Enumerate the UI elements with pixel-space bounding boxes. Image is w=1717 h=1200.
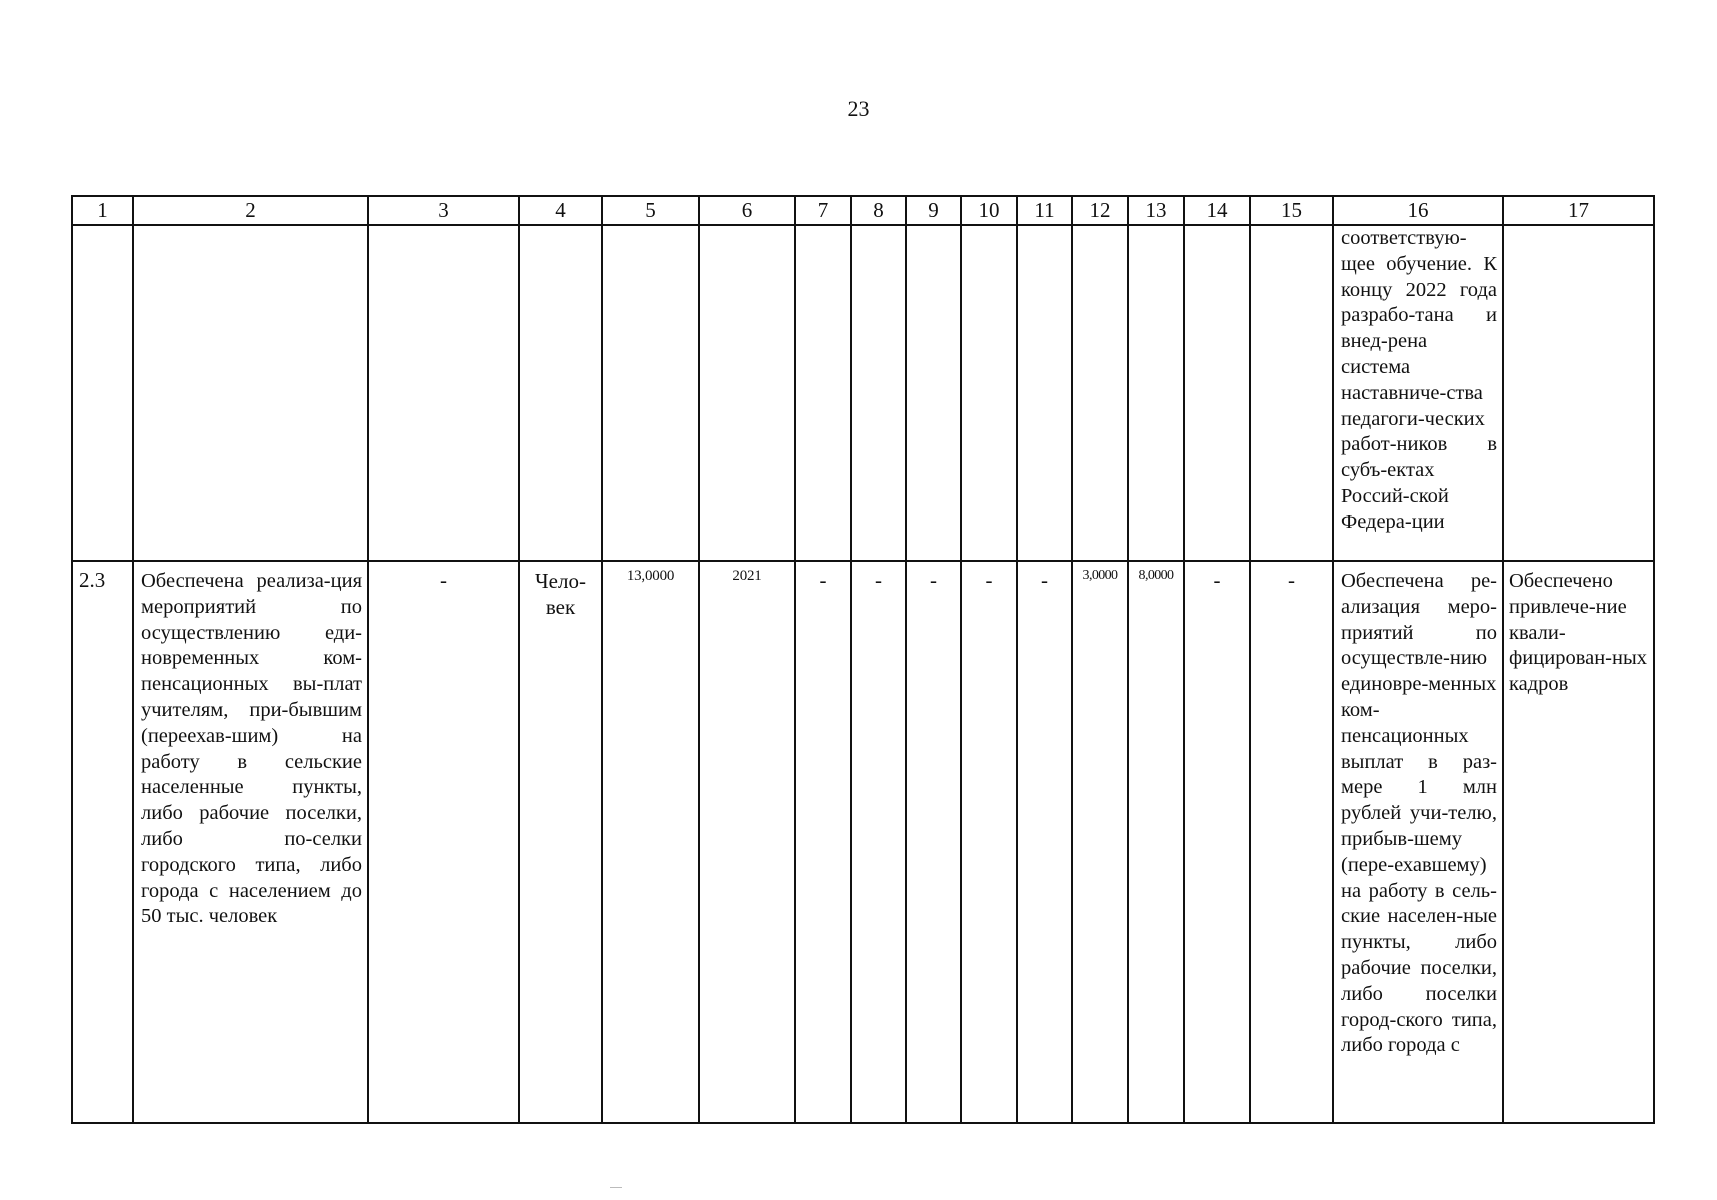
table-cell bbox=[72, 225, 133, 561]
table-cell: - bbox=[1250, 561, 1333, 1123]
item-name-cell bbox=[133, 561, 368, 1123]
table-cell: - bbox=[368, 561, 519, 1123]
table-cell bbox=[961, 225, 1017, 561]
table-cell bbox=[795, 225, 851, 561]
table-cell bbox=[1250, 225, 1333, 561]
item-name-text: Обеспечена реализа-ция мероприятий по осуществлению еди-новременных ком-пенсационных вы-плат учителям, при-бывшим (переехав-шим) на работу в сельские населенные пункты, либо рабочие поселки, либо по-селки городского типа, либо города с населением до 50 тыс. человек bbox=[141, 570, 362, 928]
value-cell: 8,0000 bbox=[1128, 561, 1184, 1123]
table-cell: - bbox=[795, 561, 851, 1123]
unit-text: Чело- век bbox=[535, 569, 586, 619]
effect-text: Обеспечено привлече-ние квали-фицирован-ных кадров bbox=[1509, 570, 1647, 696]
table-cell: - bbox=[1184, 561, 1250, 1123]
column-header: 10 bbox=[961, 196, 1017, 225]
table-cell: - bbox=[906, 561, 961, 1123]
item-number-cell: 2.3 bbox=[72, 561, 133, 1123]
table-row bbox=[72, 225, 1654, 561]
column-header: 2 bbox=[133, 196, 368, 225]
table-cell bbox=[602, 225, 699, 561]
table-row bbox=[72, 561, 1654, 1123]
column-header: 13 bbox=[1128, 196, 1184, 225]
program-table bbox=[71, 195, 1655, 1124]
effect-cell bbox=[1503, 561, 1654, 1123]
column-header: 8 bbox=[851, 196, 906, 225]
column-header: 17 bbox=[1503, 196, 1654, 225]
column-header: 9 bbox=[906, 196, 961, 225]
column-header: 15 bbox=[1250, 196, 1333, 225]
table-cell bbox=[1017, 225, 1072, 561]
column-header: 16 bbox=[1333, 196, 1503, 225]
table-cell bbox=[851, 225, 906, 561]
column-number-row bbox=[72, 196, 1654, 225]
column-header: 12 bbox=[1072, 196, 1128, 225]
page-number: 23 bbox=[847, 96, 870, 121]
table-cell bbox=[1184, 225, 1250, 561]
column-header: 4 bbox=[519, 196, 602, 225]
scan-mark bbox=[610, 1187, 622, 1188]
column-header: 6 bbox=[699, 196, 795, 225]
column-header: 11 bbox=[1017, 196, 1072, 225]
table-cell: - bbox=[1017, 561, 1072, 1123]
table-cell bbox=[1503, 225, 1654, 561]
table-cell bbox=[1128, 225, 1184, 561]
result-description-cell bbox=[1333, 561, 1503, 1123]
table-cell bbox=[519, 225, 602, 561]
table-cell bbox=[133, 225, 368, 561]
column-header: 7 bbox=[795, 196, 851, 225]
table-cell bbox=[1072, 225, 1128, 561]
result-description-cell bbox=[1333, 225, 1503, 561]
value-cell: 3,0000 bbox=[1072, 561, 1128, 1123]
unit-cell bbox=[519, 561, 602, 1123]
base-value-cell: 13,0000 bbox=[602, 561, 699, 1123]
table-cell bbox=[906, 225, 961, 561]
column-header: 3 bbox=[368, 196, 519, 225]
column-header: 14 bbox=[1184, 196, 1250, 225]
result-description-text: Обеспечена ре-ализация меро-приятий по осуществле-нию единовре-менных ком-пенсационных выплат в раз-мере 1 млн рублей учи-телю, прибыв-шему (пере-ехавшему) на работу в сель-ские населен-ные пункты, либо рабочие поселки, либо поселки город-ского типа, либо города с bbox=[1341, 570, 1497, 1057]
table-cell: - bbox=[851, 561, 906, 1123]
column-header: 5 bbox=[602, 196, 699, 225]
column-header: 1 bbox=[72, 196, 133, 225]
table-cell bbox=[368, 225, 519, 561]
table-cell bbox=[699, 225, 795, 561]
base-year-cell: 2021 bbox=[699, 561, 795, 1123]
table-cell: - bbox=[961, 561, 1017, 1123]
result-description-text: соответствую- щее обучение. К концу 2022 года разрабо-тана и внед-рена система наставниче-ства педагоги-ческих работ-ников в субъ-ектах Россий-ской Федера-ции bbox=[1341, 227, 1497, 533]
